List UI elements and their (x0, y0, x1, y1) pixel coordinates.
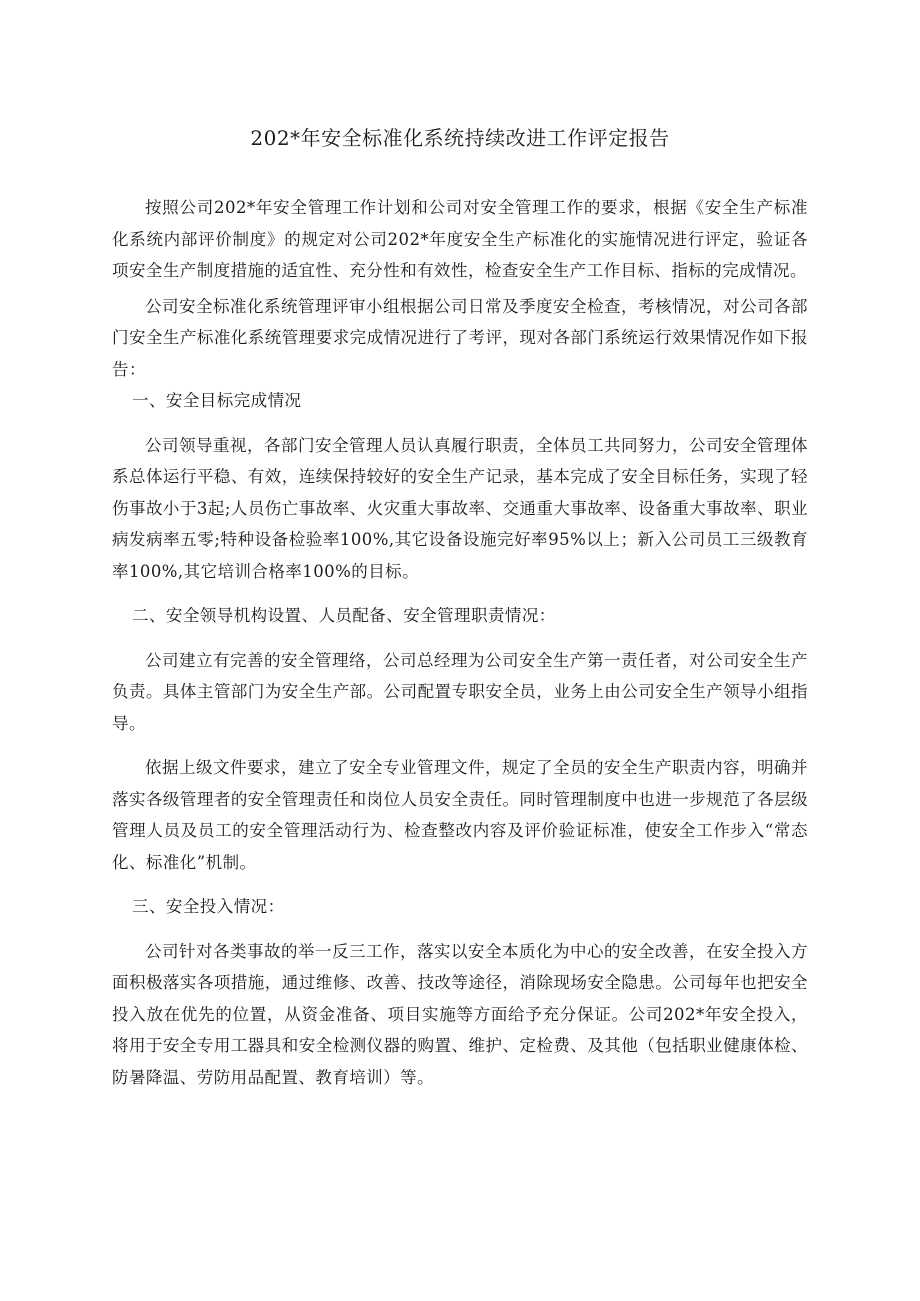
paragraph-review-group: 公司安全标准化系统管理评审小组根据公司日常及季度安全检查，考核情况，对公司各部门安全生产标准化系统管理要求完成情况进行了考评，现对各部门系统运行效果情况作如下报告： (112, 296, 808, 379)
paragraph-investment: 公司针对各类事故的举一反三工作，落实以安全本质化为中心的安全改善，在安全投入方面积极落实各项措施，通过维修、改善、技改等途径，消除现场安全隐患。公司每年也把安全投入放在优先的位置，从资金准备、项目实施等方面给予充分保证。公司202*年安全投入，将用于安全专用工器具和安全检测仪器的购置、维护、定检费、及其他（包括职业健康体检、防暑降温、劳防用品配置、教育培训）等。 (112, 941, 808, 1087)
paragraph-goals: 公司领导重视，各部门安全管理人员认真履行职责，全体员工共同努力，公司安全管理体系总体运行平稳、有效，连续保持较好的安全生产记录，基本完成了安全目标任务，实现了轻伤事故小于3起;人员伤亡事故率、火灾重大事故率、交通重大事故率、设备重大事故率、职业病发病率五零;特种设备检验率100%,其它设备设施完好率95%以上；新入公司员工三级教育率100%,其它培训合格率100%的目标。 (112, 435, 808, 581)
paragraph-intro: 按照公司202*年安全管理工作计划和公司对安全管理工作的要求，根据《安全生产标准化系统内部评价制度》的规定对公司202*年度安全生产标准化的实施情况进行评定，验证各项安全生产制度措施的适宜性、充分性和有效性，检查安全生产工作目标、指标的完成情况。 (112, 198, 808, 280)
document-title: 202*年安全标准化系统持续改进工作评定报告 (250, 126, 670, 150)
paragraph-organization: 公司建立有完善的安全管理络，公司总经理为公司安全生产第一责任者，对公司安全生产负责。具体主管部门为安全生产部。公司配置专职安全员，业务上由公司安全生产领导小组指导。 (112, 650, 808, 733)
section-heading-2: 二、安全领导机构设置、人员配备、安全管理职责情况： (132, 606, 556, 625)
paragraph-responsibilities: 依据上级文件要求，建立了安全专业管理文件，规定了全员的安全生产职责内容，明确并落实各级管理者的安全管理责任和岗位人员安全责任。同时管理制度中也进一步规范了各层级管理人员及员工的安全管理活动行为、检查整改内容及评价验证标准，使安全工作步入“常态化、标准化”机制。 (112, 758, 808, 872)
section-heading-1: 一、安全目标完成情况 (132, 391, 302, 410)
section-heading-3: 三、安全投入情况： (132, 897, 285, 916)
